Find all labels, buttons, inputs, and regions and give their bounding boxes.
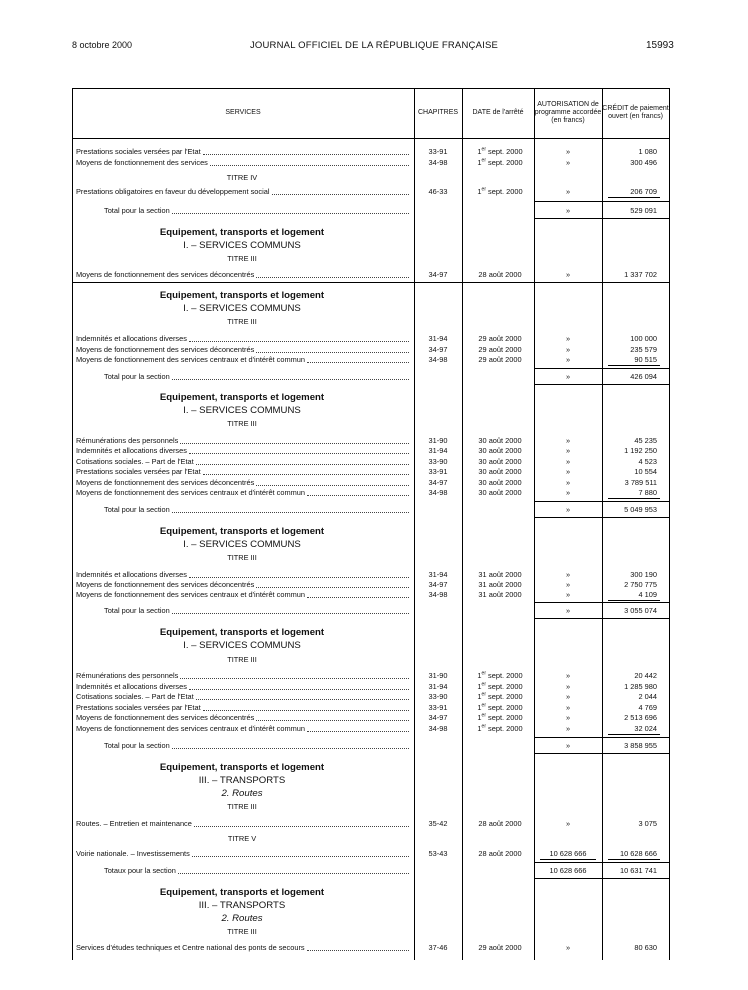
- department-heading: Equipement, transports et logement: [159, 290, 325, 301]
- department-heading: Equipement, transports et logement: [159, 762, 325, 773]
- sum-rule: [608, 734, 660, 735]
- total-box-top: [534, 368, 670, 369]
- table-row: Prestations sociales versées par l'Etat 33-91 30 août 2000 » 10 554: [76, 467, 657, 476]
- page-header: [0, 40, 748, 54]
- section-heading: I. – SERVICES COMMUNS: [183, 405, 301, 416]
- total-box-bottom: [534, 517, 670, 518]
- table-row: Indemnités et allocations diverses 31-94 29 août 2000 » 100 000: [76, 334, 657, 343]
- table-row: Moyens de fonctionnement des services centraux et d'intérêt commun 34-98 31 août 2000 » 4 109: [76, 590, 657, 599]
- titre-heading: TITRE V: [227, 834, 257, 843]
- titre-heading: TITRE III: [227, 553, 257, 562]
- page-number: 15993: [646, 40, 674, 51]
- subsection-heading: 2. Routes: [221, 913, 263, 924]
- table-row: Moyens de fonctionnement des services centraux et d'intérêt commun 34-98 1er sept. 2000 » 32 024: [76, 723, 657, 733]
- section-heading: I. – SERVICES COMMUNS: [183, 640, 301, 651]
- total-row: Total pour la section » 3 858 955: [104, 741, 657, 750]
- titre-heading: TITRE III: [227, 254, 257, 263]
- subsection-heading: 2. Routes: [221, 788, 263, 799]
- column-divider: [414, 88, 415, 960]
- total-box-bottom: [534, 878, 670, 879]
- titre-heading: TITRE III: [227, 419, 257, 428]
- table-row: Moyens de fonctionnement des services déconcentrés 34-97 31 août 2000 » 2 750 775: [76, 580, 657, 589]
- total-box-top: [534, 602, 670, 603]
- table-header-border: [72, 138, 670, 139]
- total-box-bottom: [534, 218, 670, 219]
- section-heading: I. – SERVICES COMMUNS: [183, 240, 301, 251]
- table-row: Cotisations sociales. – Part de l'Etat 33-90 30 août 2000 » 4 523: [76, 457, 657, 466]
- sum-rule: [608, 859, 660, 860]
- table-row: Moyens de fonctionnement des services déconcentrés 34-97 1er sept. 2000 » 2 513 696: [76, 712, 657, 722]
- titre-heading: TITRE III: [227, 802, 257, 811]
- table-row: Prestations sociales versées par l'Etat 33-91 1er sept. 2000 » 4 769: [76, 702, 657, 712]
- issue-date: 8 octobre 2000: [72, 40, 133, 50]
- total-box-bottom: [534, 753, 670, 754]
- total-box-top: [534, 737, 670, 738]
- col-header-chapitres: CHAPITRES: [417, 109, 459, 116]
- table-row: Moyens de fonctionnement des services 34-98 1er sept. 2000 » 300 496: [76, 157, 657, 167]
- table-row: Indemnités et allocations diverses 31-94 1er sept. 2000 » 1 285 980: [76, 681, 657, 691]
- table-row: Prestations obligatoires en faveur du développement social 46-33 1er sept. 2000 » 206 709: [76, 186, 657, 196]
- table-row: Routes. – Entretien et maintenance 35-42 28 août 2000 » 3 075: [76, 819, 657, 828]
- table-row: Rémunérations des personnels 31-90 30 août 2000 » 45 235: [76, 436, 657, 445]
- section-heading: III. – TRANSPORTS: [198, 900, 286, 911]
- total-box-bottom: [534, 618, 670, 619]
- table-row: Moyens de fonctionnement des services déconcentrés 34-97 28 août 2000 » 1 337 702: [76, 270, 657, 279]
- table-row: Services d'études techniques et Centre national des ponts de secours 37-46 29 août 2000 » 80 630: [76, 943, 657, 952]
- total-row: Total pour la section » 5 049 953: [104, 505, 657, 514]
- total-box-bottom: [534, 384, 670, 385]
- section-heading: III. – TRANSPORTS: [198, 775, 286, 786]
- sum-rule: [608, 365, 660, 366]
- section-heading: I. – SERVICES COMMUNS: [183, 303, 301, 314]
- total-row: Total pour la section » 529 091: [104, 206, 657, 215]
- department-heading: Equipement, transports et logement: [159, 227, 325, 238]
- total-box-top: [534, 201, 670, 202]
- sum-rule: [608, 498, 660, 499]
- titre-heading: TITRE III: [227, 927, 257, 936]
- col-header-autorisation: AUTORISATION de programme accordée (en francs): [534, 101, 602, 124]
- sum-rule: [540, 859, 596, 860]
- table-row: Moyens de fonctionnement des services centraux et d'intérêt commun 34-98 30 août 2000 » 7 880: [76, 488, 657, 497]
- col-header-date: DATE de l'arrêté: [472, 109, 524, 116]
- total-box-top: [534, 862, 670, 863]
- sum-rule: [608, 600, 660, 601]
- titre-heading: TITRE III: [227, 655, 257, 664]
- total-row: Totaux pour la section 10 628 666 10 631 741: [104, 866, 657, 875]
- department-heading: Equipement, transports et logement: [159, 887, 325, 898]
- department-heading: Equipement, transports et logement: [159, 392, 325, 403]
- credits-table: [72, 88, 670, 960]
- sum-rule: [608, 197, 660, 198]
- col-header-services: SERVICES: [225, 109, 261, 116]
- table-row: Indemnités et allocations diverses 31-94 30 août 2000 » 1 192 250: [76, 446, 657, 455]
- section-separator: [72, 282, 670, 283]
- table-row: Rémunérations des personnels 31-90 1er sept. 2000 » 20 442: [76, 670, 657, 680]
- section-heading: I. – SERVICES COMMUNS: [183, 539, 301, 550]
- table-row: Moyens de fonctionnement des services déconcentrés 34-97 30 août 2000 » 3 789 511: [76, 478, 657, 487]
- department-heading: Equipement, transports et logement: [159, 526, 325, 537]
- journal-title: JOURNAL OFFICIEL DE LA RÉPUBLIQUE FRANÇAISE: [249, 40, 499, 51]
- table-row: Cotisations sociales. – Part de l'Etat 33-90 1er sept. 2000 » 2 044: [76, 691, 657, 701]
- column-divider: [462, 88, 463, 960]
- table-row: Voirie nationale. – Investissements 53-43 28 août 2000 10 628 666 10 628 666: [76, 849, 657, 858]
- total-row: Total pour la section » 3 055 074: [104, 606, 657, 615]
- table-row: Indemnités et allocations diverses 31-94 31 août 2000 » 300 190: [76, 570, 657, 579]
- table-row: Moyens de fonctionnement des services déconcentrés 34-97 29 août 2000 » 235 579: [76, 345, 657, 354]
- titre-heading: TITRE IV: [226, 173, 258, 182]
- department-heading: Equipement, transports et logement: [159, 627, 325, 638]
- table-row: Prestations sociales versées par l'Etat 33-91 1er sept. 2000 » 1 080: [76, 146, 657, 156]
- table-row: Moyens de fonctionnement des services centraux et d'intérêt commun 34-98 29 août 2000 » 90 515: [76, 355, 657, 364]
- titre-heading: TITRE III: [227, 317, 257, 326]
- col-header-credit: CRÉDIT de paiement ouvert (en francs): [602, 105, 669, 120]
- table-left-border: [72, 88, 73, 960]
- total-row: Total pour la section » 426 094: [104, 372, 657, 381]
- total-box-top: [534, 501, 670, 502]
